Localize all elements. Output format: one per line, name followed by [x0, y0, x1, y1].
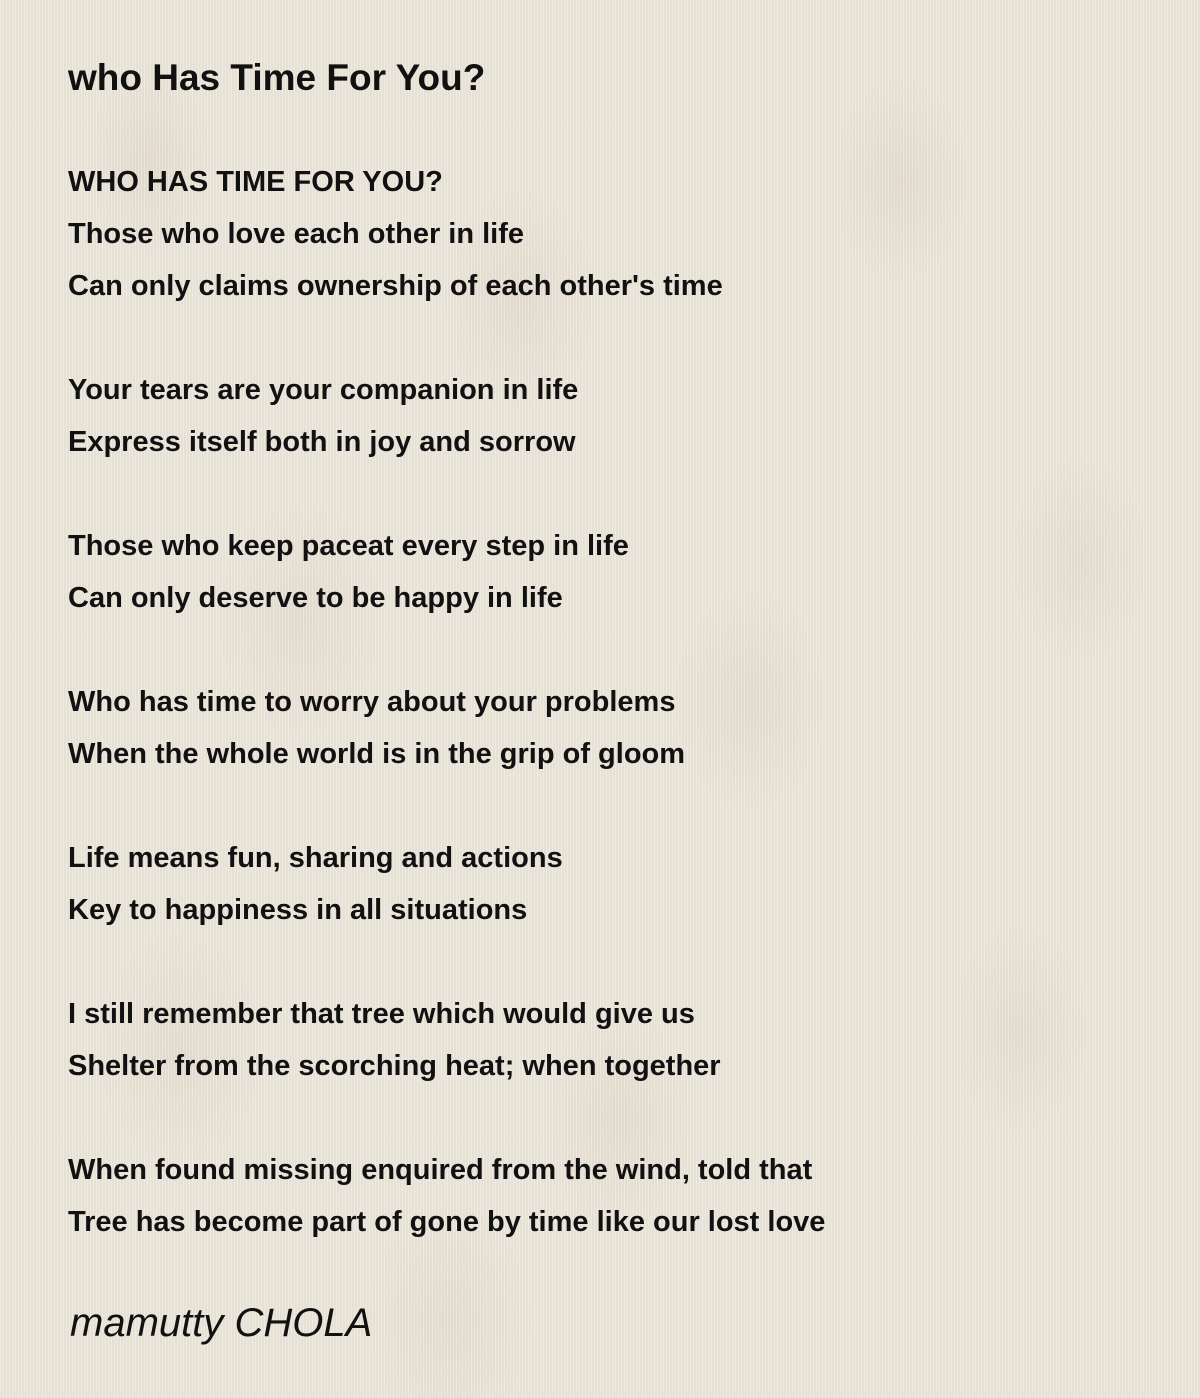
poem-line: I still remember that tree which would give us: [68, 998, 695, 1030]
poem-line: Shelter from the scorching heat; when together: [68, 1050, 721, 1082]
poem-line: Who has time to worry about your problems: [68, 686, 676, 718]
poem-line: Those who keep paceat every step in life: [68, 530, 629, 562]
poem-line: Express itself both in joy and sorrow: [68, 426, 576, 458]
poem-line: WHO HAS TIME FOR YOU?: [68, 166, 443, 198]
stanza: [68, 156, 825, 312]
stanza: [68, 364, 825, 468]
poem-title: who Has Time For You?: [68, 57, 486, 98]
stanza: [68, 1144, 825, 1248]
poem-author: mamutty CHOLA: [70, 1301, 373, 1345]
poem-line: Life means fun, sharing and actions: [68, 842, 563, 874]
poem-body: [68, 156, 825, 1300]
stanza: [68, 520, 825, 624]
stanza: [68, 676, 825, 780]
poem-line: Key to happiness in all situations: [68, 894, 528, 926]
poem-line: Can only deserve to be happy in life: [68, 582, 563, 614]
stanza: [68, 988, 825, 1092]
poem-line: When found missing enquired from the wind, told that: [68, 1154, 813, 1186]
poem-line: When the whole world is in the grip of gloom: [68, 738, 686, 770]
poem-line: Can only claims ownership of each other's time: [68, 270, 723, 302]
poem-line: Tree has become part of gone by time like our lost love: [68, 1206, 826, 1238]
poem-line: Your tears are your companion in life: [68, 374, 579, 406]
stanza: [68, 832, 825, 936]
poem-line: Those who love each other in life: [68, 218, 525, 250]
